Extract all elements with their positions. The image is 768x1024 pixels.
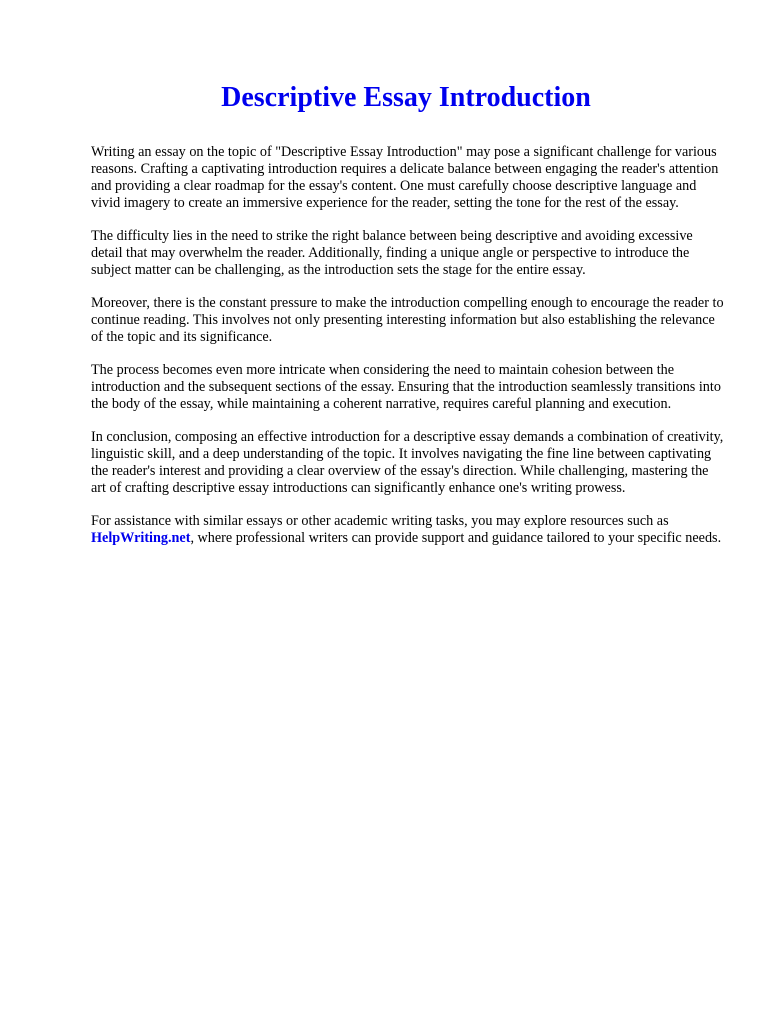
paragraph-1: Writing an essay on the topic of "Descriptive Essay Introduction" may pose a significant challenge for various reasons. Crafting a captivating introduction requires a delicate balance between engaging the reader's attention and providing a clear roadmap for the essay's content. One must carefully choose descriptive language and vivid imagery to create an immersive experience for the reader, setting the tone for the rest of the essay. [91, 144, 719, 211]
closing-text-before-link: For assistance with similar essays or other academic writing tasks, you may explore resources such as [91, 513, 669, 529]
closing-text-after-link: , where professional writers can provide support and guidance tailored to your specific needs. [190, 530, 722, 546]
paragraph-3: Moreover, there is the constant pressure to make the introduction compelling enough to encourage the reader to continue reading. This involves not only presenting interesting information but also establishing the relevance of the topic and its significance. [91, 295, 724, 345]
paragraph-2: The difficulty lies in the need to strike the right balance between being descriptive and avoiding excessive detail that may overwhelm the reader. Additionally, finding a unique angle or perspective to introduce the subject matter can be challenging, as the introduction sets the stage for the entire essay. [91, 228, 693, 278]
paragraph-5: In conclusion, composing an effective introduction for a descriptive essay demands a combination of creativity, linguistic skill, and a deep understanding of the topic. It involves navigating the fine line between captivating the reader's interest and providing a clear overview of the essay's direction. While challenging, mastering the art of crafting descriptive essay introductions can significantly enhance one's writing prowess. [91, 429, 724, 496]
closing-paragraph [91, 513, 726, 547]
page-title: Descriptive Essay Introduction [221, 82, 591, 113]
helpwriting-link[interactable]: HelpWriting.net [91, 530, 191, 546]
paragraph-4: The process becomes even more intricate when considering the need to maintain cohesion between the introduction and the subsequent sections of the essay. Ensuring that the introduction seamlessly transitions into the body of the essay, while maintaining a coherent narrative, requires careful planning and execution. [91, 362, 721, 412]
essay-body [91, 144, 726, 547]
